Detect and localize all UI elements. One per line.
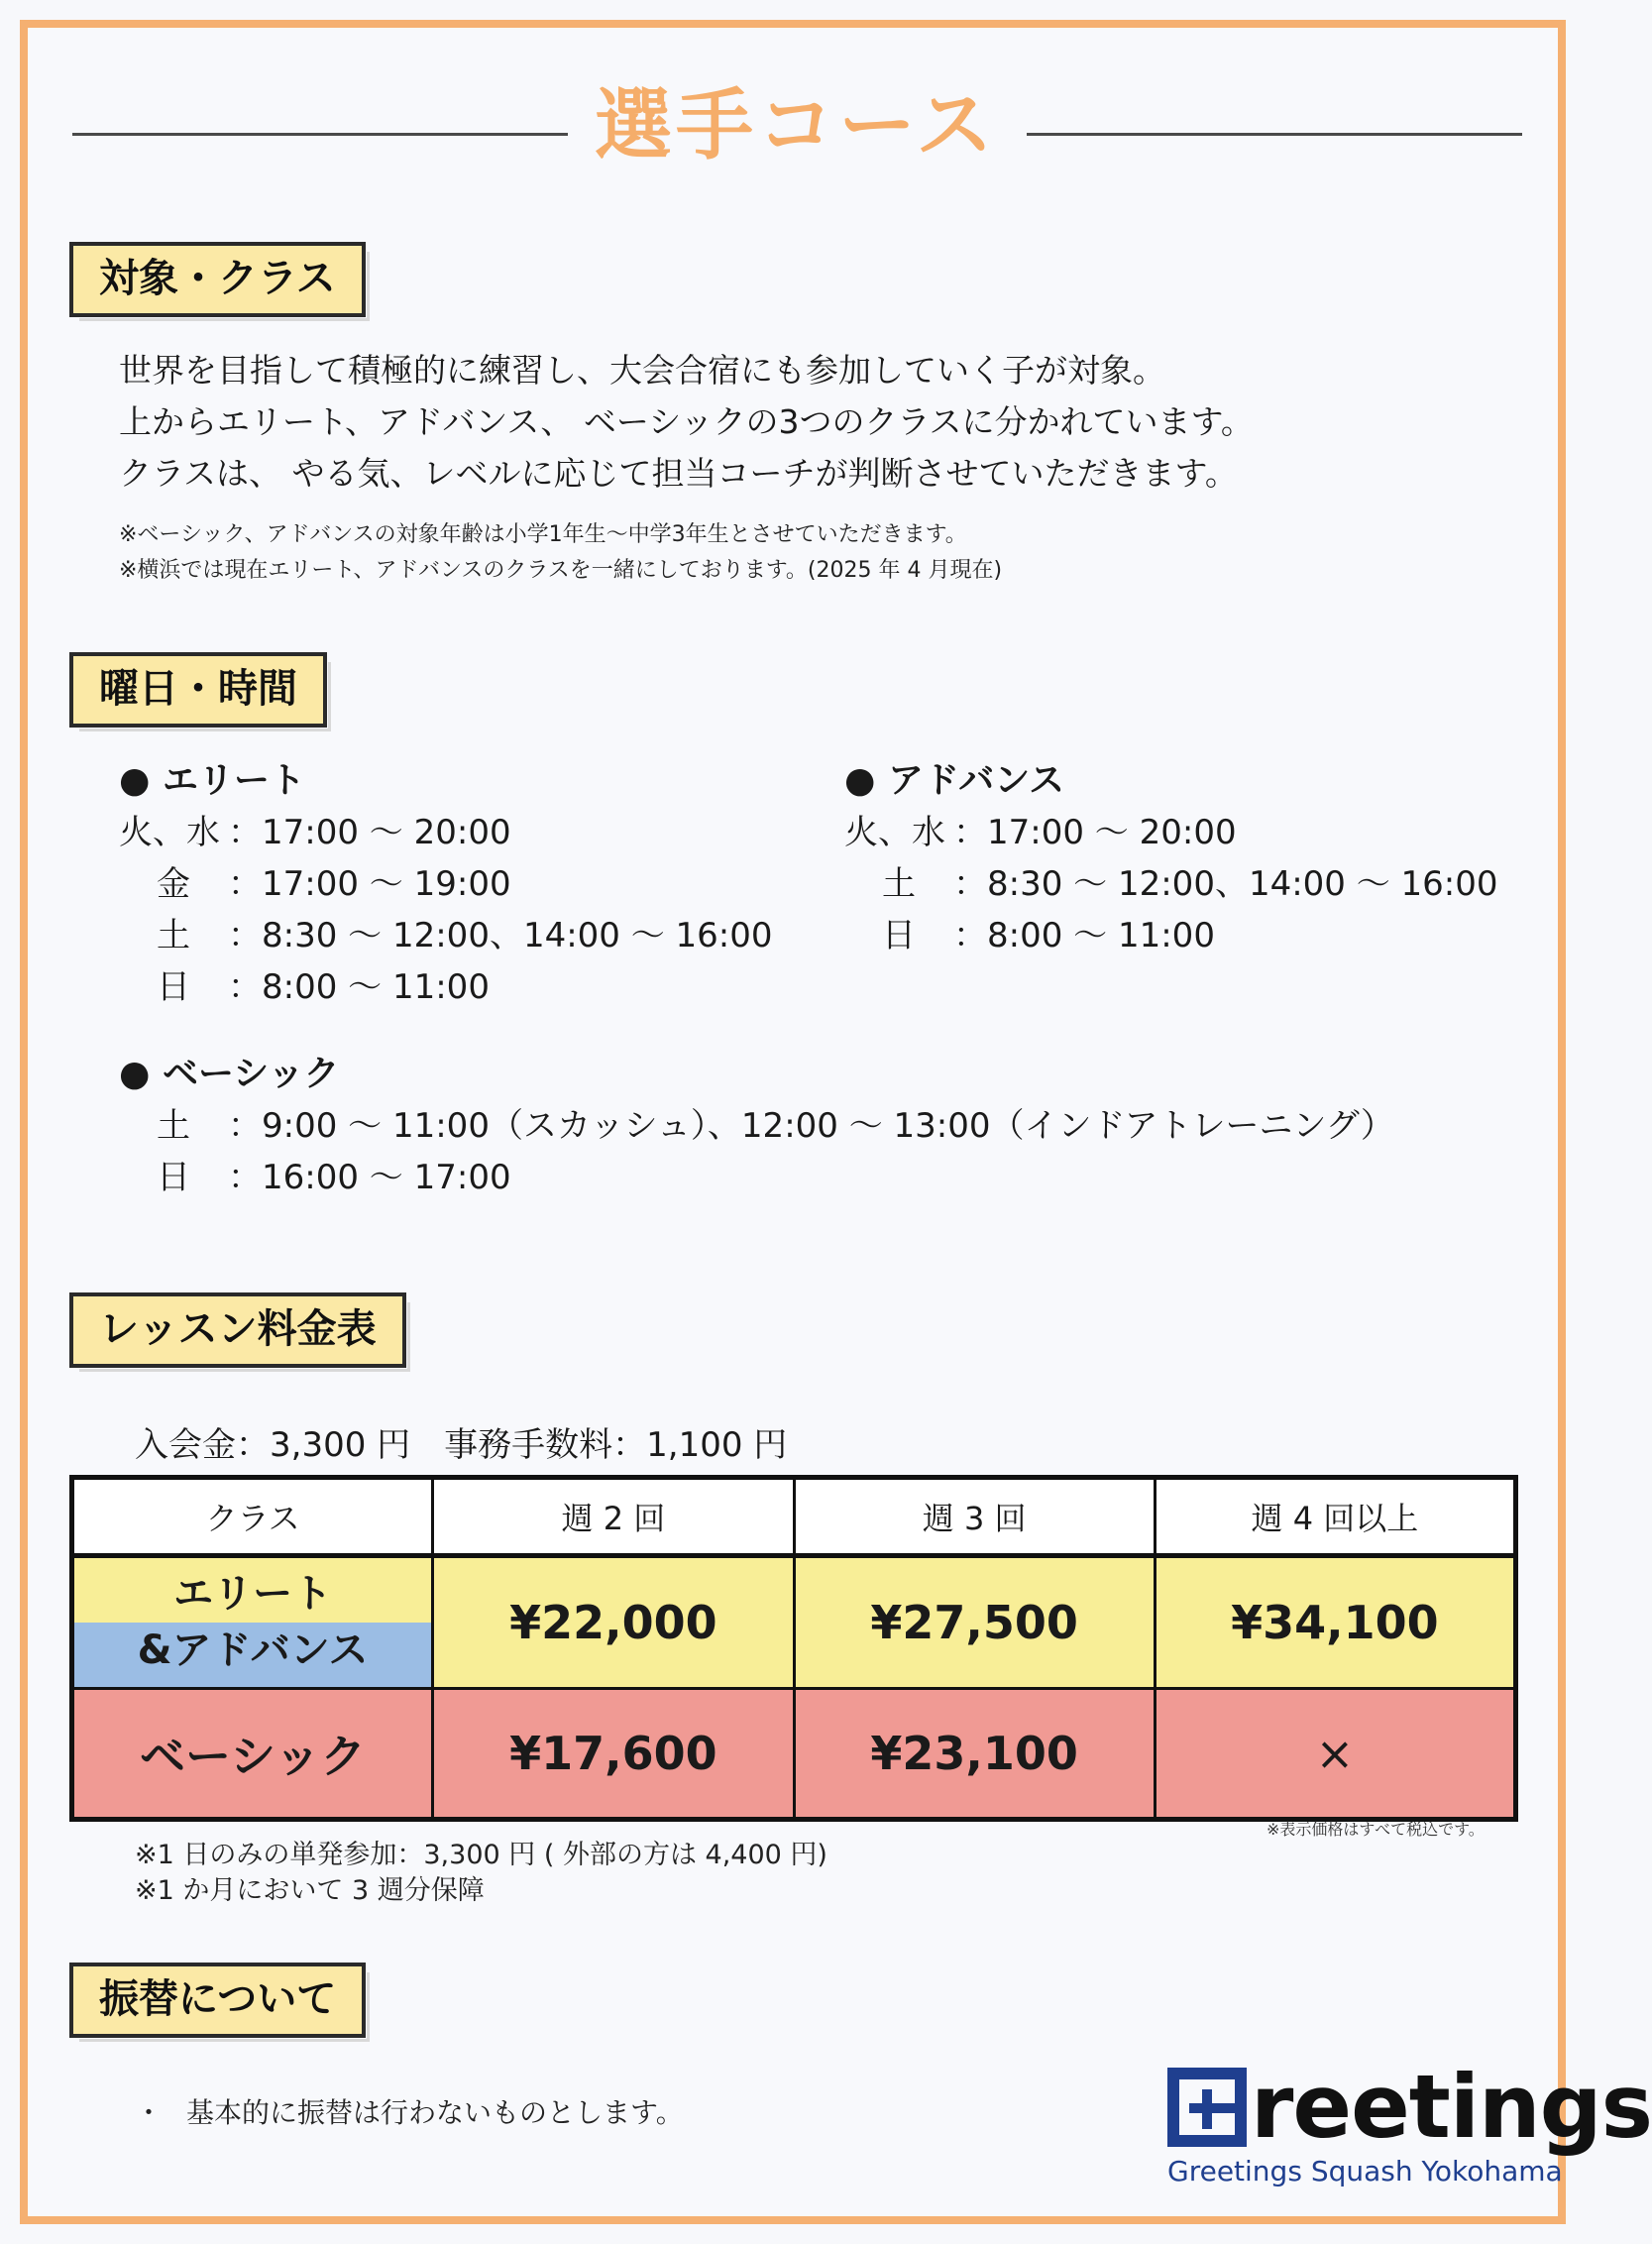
target-line-2: 上からエリート、アドバンス、 ベーシックの3つのクラスに分かれています。 <box>119 402 1254 441</box>
schedule-row <box>844 910 1498 961</box>
entry-fee-text: 入会金：3,300 円 事務手数料：1,100 円 <box>135 1425 788 1465</box>
schedule-time: ：17:00 〜 20:00 <box>953 813 1237 852</box>
schedule-time: ：17:00 〜 19:00 <box>228 864 511 904</box>
section-heading-fees: レッスン料金表 <box>69 1292 406 1368</box>
schedule-row <box>119 961 773 1013</box>
flyer-page <box>20 20 1652 2224</box>
fee-basic-4x: × <box>1155 1689 1515 1820</box>
fee-basic-3x: ¥23,100 <box>794 1689 1155 1820</box>
fee-note-1: ※1 日のみの単発参加：3,300 円 ( 外部の方は 4,400 円) <box>135 1840 827 1870</box>
logo-word-text: reetings <box>1251 2056 1652 2158</box>
schedule-row <box>119 858 773 910</box>
schedule-day: 土 <box>882 864 916 904</box>
schedule-time: ：8:30 〜 12:00、14:00 〜 16:00 <box>228 916 773 955</box>
logo-subtitle: Greetings Squash Yokohama <box>1167 2155 1563 2188</box>
bullet-icon: ・ <box>135 2096 164 2129</box>
target-line-1: 世界を目指して積極的に練習し、大会合宿にも参加していく子が対象。 <box>119 351 1165 390</box>
section-heading-transfer: 振替について <box>69 1963 366 2038</box>
fee-elite-3x: ¥27,500 <box>794 1556 1155 1689</box>
fee-header-class: クラス <box>72 1478 433 1556</box>
greetings-logo <box>1167 2056 1652 2188</box>
fee-elite-4x: ¥34,100 <box>1155 1556 1515 1689</box>
fee-header-2x: 週 2 回 <box>433 1478 794 1556</box>
schedule-day: 火、水 <box>844 813 945 852</box>
fee-basic-2x: ¥17,600 <box>433 1689 794 1820</box>
schedule-row <box>119 807 773 858</box>
schedule-time: ：16:00 〜 17:00 <box>228 1158 511 1197</box>
tax-note: ※表示価格はすべて税込です。 <box>1267 1820 1485 1839</box>
schedule-day: 日 <box>157 967 190 1007</box>
schedule-day: 金 <box>157 864 190 904</box>
schedule-time: ：17:00 〜 20:00 <box>228 813 511 852</box>
schedule-row <box>119 910 773 961</box>
target-note-2: ※横浜では現在エリート、アドバンスのクラスを一緒にしております。(2025 年 4 月現在) <box>119 558 1003 583</box>
section-heading-schedule: 曜日・時間 <box>69 652 327 728</box>
schedule-day: 火、水 <box>119 813 220 852</box>
schedule-time: ：8:30 〜 12:00、14:00 〜 16:00 <box>953 864 1498 904</box>
schedule-advance-title: ● アドバンス <box>844 760 1065 801</box>
schedule-day: 日 <box>157 1158 190 1197</box>
fee-cell-elite-class <box>72 1556 433 1689</box>
fee-cell-basic-class: ベーシック <box>72 1689 433 1820</box>
fee-table-header-row <box>72 1478 1516 1556</box>
section-heading-target: 対象・クラス <box>69 242 366 317</box>
schedule-basic-title: ● ベーシック <box>119 1054 340 1094</box>
schedule-time: ：8:00 〜 11:00 <box>228 967 490 1007</box>
schedule-time: ：8:00 〜 11:00 <box>953 916 1215 955</box>
title-row <box>28 71 1558 190</box>
elite-label: エリート <box>74 1558 431 1623</box>
fee-note-2: ※1 か月において 3 週分保障 <box>135 1875 485 1906</box>
schedule-row <box>119 1100 1394 1152</box>
schedule-day: 土 <box>157 916 190 955</box>
title-rule-left <box>72 133 568 136</box>
fee-row-elite-advance <box>72 1556 1516 1689</box>
advance-label: &アドバンス <box>74 1623 431 1687</box>
target-note-1: ※ベーシック、アドバンスの対象年齢は小学1年生〜中学3年生とさせていただきます。 <box>119 522 967 547</box>
schedule-advance <box>844 755 1498 961</box>
fee-table <box>69 1475 1518 1822</box>
transfer-item <box>135 2093 684 2133</box>
fee-header-3x: 週 3 回 <box>794 1478 1155 1556</box>
schedule-time: ：9:00 〜 11:00（スカッシュ）、12:00 〜 13:00（インドアトレーニング） <box>228 1106 1394 1146</box>
schedule-day: 土 <box>157 1106 190 1146</box>
fee-elite-2x: ¥22,000 <box>433 1556 794 1689</box>
fee-header-4x: 週 4 回以上 <box>1155 1478 1515 1556</box>
schedule-row <box>844 858 1498 910</box>
logo-g-mark-icon <box>1167 2068 1247 2147</box>
schedule-row <box>119 1152 1394 1203</box>
page-title: 選手コース <box>594 81 998 170</box>
schedule-day: 日 <box>882 916 916 955</box>
transfer-text: 基本的に振替は行わないものとします。 <box>186 2096 684 2129</box>
schedule-elite-title: ● エリート <box>119 760 305 801</box>
schedule-basic <box>119 1049 1394 1203</box>
schedule-row <box>844 807 1498 858</box>
title-rule-right <box>1027 133 1522 136</box>
fee-row-basic <box>72 1689 1516 1820</box>
target-line-3: クラスは、 やる気、レベルに応じて担当コーチが判断させていただきます。 <box>119 454 1238 493</box>
schedule-elite <box>119 755 773 1013</box>
